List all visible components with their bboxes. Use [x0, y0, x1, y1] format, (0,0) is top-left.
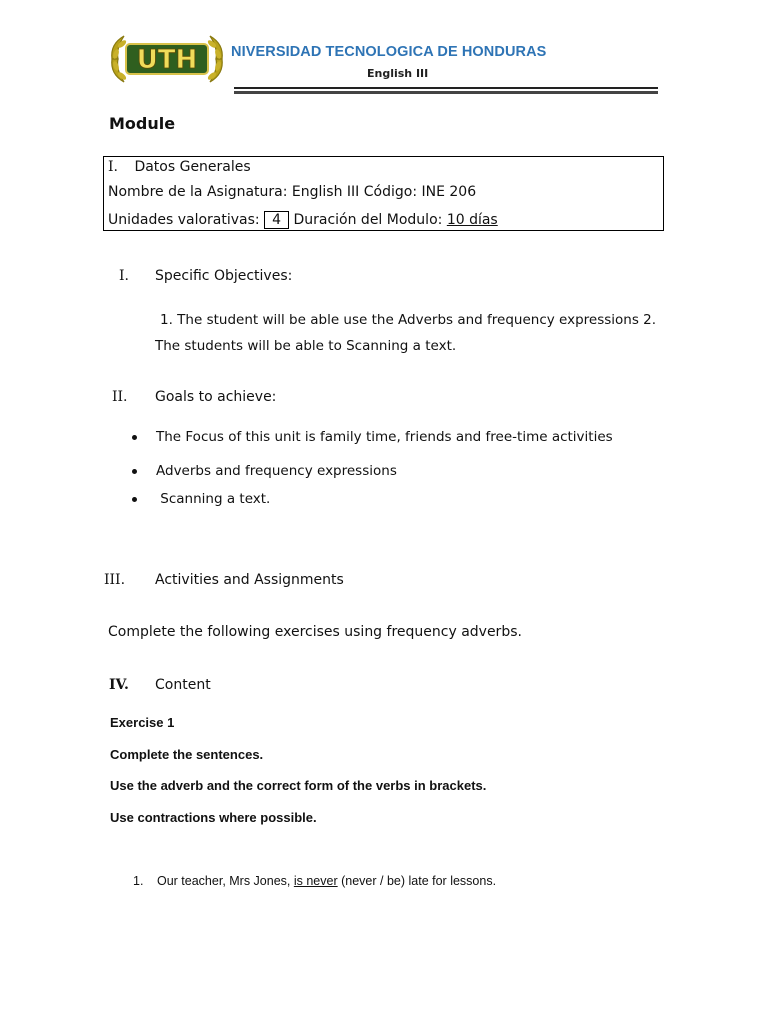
bullet	[132, 497, 137, 502]
header-rule-thick	[234, 91, 658, 94]
exercise-item-number: 1.	[133, 874, 144, 888]
goals-number: II.	[112, 389, 128, 405]
exercise-instruction-3: Use contractions where possible.	[110, 810, 317, 825]
item-text-after: (never / be) late for lessons.	[337, 874, 497, 888]
objectives-number: I.	[119, 268, 129, 284]
asignatura-line: Nombre de la Asignatura: English III Código: INE 206	[108, 184, 477, 200]
objective-line-2: The students will be able to Scanning a text.	[155, 338, 457, 354]
activities-heading: Activities and Assignments	[155, 572, 344, 588]
university-name: NIVERSIDAD TECNOLOGICA DE HONDURAS	[231, 44, 547, 60]
unidades-label: Unidades valorativas:	[108, 212, 260, 228]
bullet	[132, 469, 137, 474]
header-rule	[234, 87, 658, 89]
unidades-value: 4	[264, 211, 289, 229]
duracion-value: 10 días	[446, 212, 498, 228]
activities-number: III.	[104, 572, 126, 588]
datos-title: Datos Generales	[134, 159, 251, 175]
goal-item-2: Adverbs and frequency expressions	[156, 463, 397, 479]
goal-item-3: Scanning a text.	[156, 491, 271, 507]
exercise-item-1	[157, 874, 496, 888]
course-subtitle: English III	[367, 67, 429, 80]
exercise-title: Exercise 1	[110, 715, 175, 730]
content-number: IV.	[109, 677, 129, 693]
module-title: Module	[109, 114, 176, 133]
duracion-label: Duración del Modulo:	[293, 212, 443, 228]
goals-heading: Goals to achieve:	[155, 389, 277, 405]
section-number: I.	[108, 159, 118, 175]
exercise-instruction-1: Complete the sentences.	[110, 747, 264, 762]
logo-text: UTH	[136, 45, 198, 75]
activities-text: Complete the following exercises using frequency adverbs.	[108, 624, 522, 640]
datos-generales-box	[103, 156, 664, 231]
item-answer: is never	[293, 874, 338, 888]
unidades-line	[108, 212, 498, 228]
content-heading: Content	[155, 677, 211, 693]
objective-line-1: 1. The student will be able use the Adverbs and frequency expressions 2.	[160, 312, 657, 328]
uth-logo	[104, 30, 230, 88]
exercise-instruction-2: Use the adverb and the correct form of the verbs in brackets.	[110, 778, 487, 793]
objectives-heading: Specific Objectives:	[155, 268, 293, 284]
bullet	[132, 435, 137, 440]
goal-item-1: The Focus of this unit is family time, friends and free-time activities	[156, 429, 613, 445]
item-text-before: Our teacher, Mrs Jones,	[157, 874, 294, 888]
